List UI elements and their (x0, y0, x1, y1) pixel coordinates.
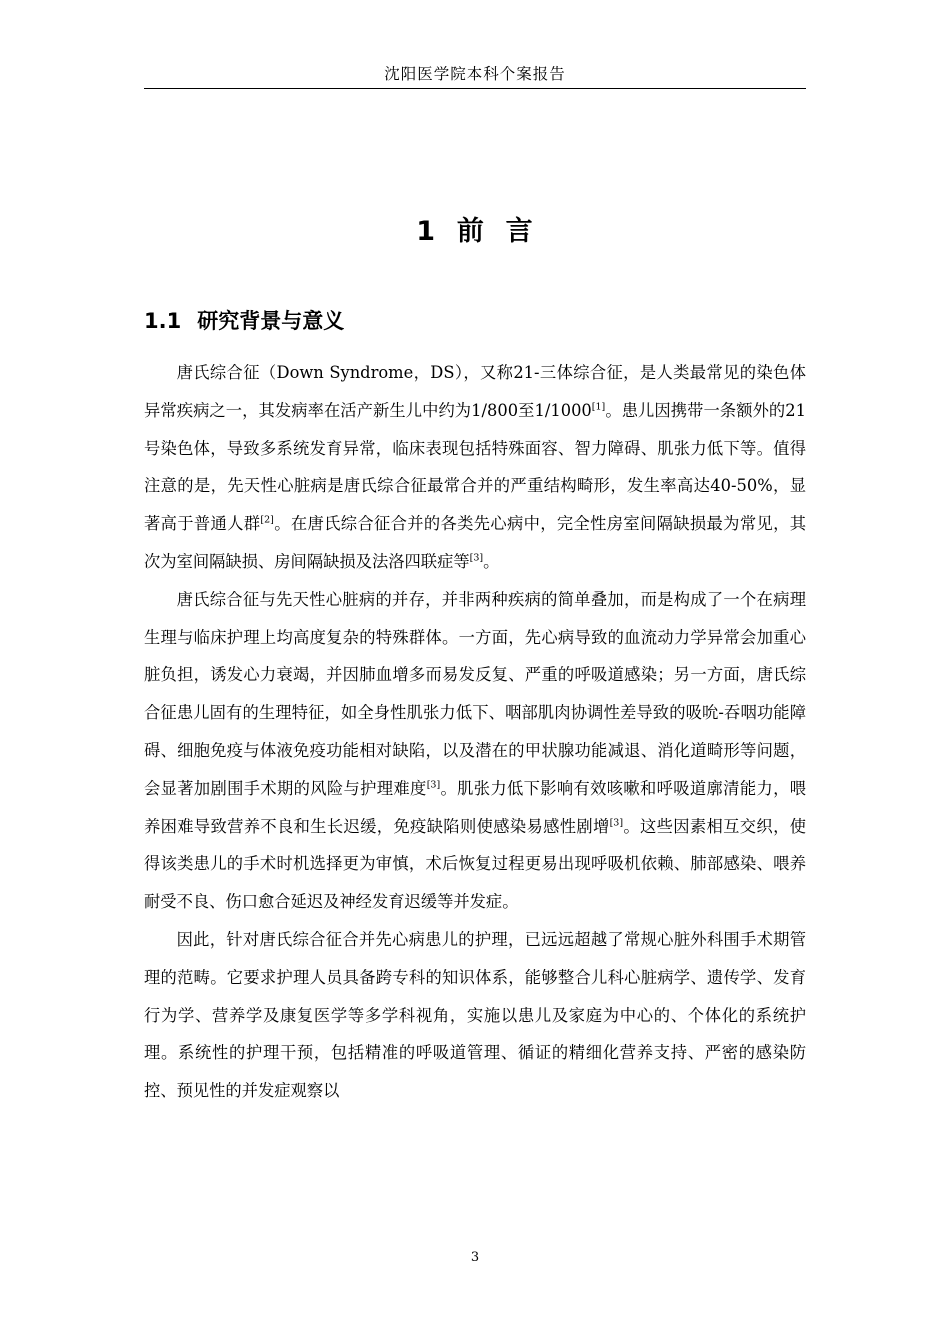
running-header: 沈阳医学院本科个案报告 (384, 65, 566, 83)
paragraph-text: 唐氏综合征（Down Syndrome，DS），又称21-三体综合征，是人类最常见的染色体异常疾病之一，其发病率在活产新生儿中约为1/800至1/1000 (144, 363, 806, 420)
paragraph-text: 。 (483, 551, 500, 571)
citation-ref[interactable]: [1] (591, 401, 606, 413)
paragraph-text: 因此，针对唐氏综合征合并先心病患儿的护理，已远远超越了常规心脏外科围手术期管理的范畴。它要求护理人员具备跨专科的知识体系，能够整合儿科心脏病学、遗传学、发育行为学、营养学及康复医学等多学科视角，实施以患儿及家庭为中心的、个体化的系统护理。系统性的护理干预，包括精准的呼吸道管理、循证的精细化营养支持、严密的感染防控、预见性的并发症观察以 (144, 929, 806, 1101)
chapter-title: 1 前 言 (416, 216, 534, 247)
paragraph-text: 。在唐氏综合征合并的各类先心病中，完全性房室间隔缺损最为常见，其次为室间隔缺损、房间隔缺损及法洛四联症等 (144, 514, 806, 571)
section-number: 1.1 (144, 309, 182, 333)
paragraph-text: 。患儿因携带一条额外的21号染色体，导致多系统发育异常，临床表现包括特殊面容、智力障碍、肌张力低下等。值得注意的是，先天性心脏病是唐氏综合征最常合并的严重结构畸形，发生率高达40-50%，显著高于普通人群 (144, 400, 806, 534)
paragraph-2 (144, 581, 806, 921)
citation-ref[interactable]: [3] (426, 779, 441, 791)
header-rule (144, 88, 806, 89)
citation-ref[interactable]: [3] (609, 817, 624, 829)
paragraph-3 (144, 921, 806, 1110)
section-title (144, 305, 344, 337)
page-number: 3 (470, 1250, 480, 1265)
body-text (144, 354, 806, 1110)
citation-ref[interactable]: [2] (260, 514, 274, 526)
citation-ref[interactable]: [3] (469, 552, 484, 564)
paragraph-text: 。这些因素相互交织，使得该类患儿的手术时机选择更为审慎，术后恢复过程更易出现呼吸机依赖、肺部感染、喂养耐受不良、伤口愈合延迟及神经发育迟缓等并发症。 (144, 816, 806, 912)
paragraph-1 (144, 354, 806, 581)
paragraph-text: 唐氏综合征与先天性心脏病的并存，并非两种疾病的简单叠加，而是构成了一个在病理生理与临床护理上均高度复杂的特殊群体。一方面，先心病导致的血流动力学异常会加重心脏负担，诱发心力衰竭，并因肺血增多而易发反复、严重的呼吸道感染；另一方面，唐氏综合征患儿固有的生理特征，如全身性肌张力低下、咽部肌肉协调性差导致的吸吮-吞咽功能障碍、细胞免疫与体液免疫功能相对缺陷，以及潜在的甲状腺功能减退、消化道畸形等问题，会显著加剧围手术期的风险与护理难度 (144, 589, 806, 798)
section-heading-text: 研究背景与意义 (197, 309, 345, 333)
paragraph-text: 。肌张力低下影响有效咳嗽和呼吸道廓清能力，喂养困难导致营养不良和生长迟缓，免疫缺陷则使感染易感性剧增 (144, 778, 806, 836)
